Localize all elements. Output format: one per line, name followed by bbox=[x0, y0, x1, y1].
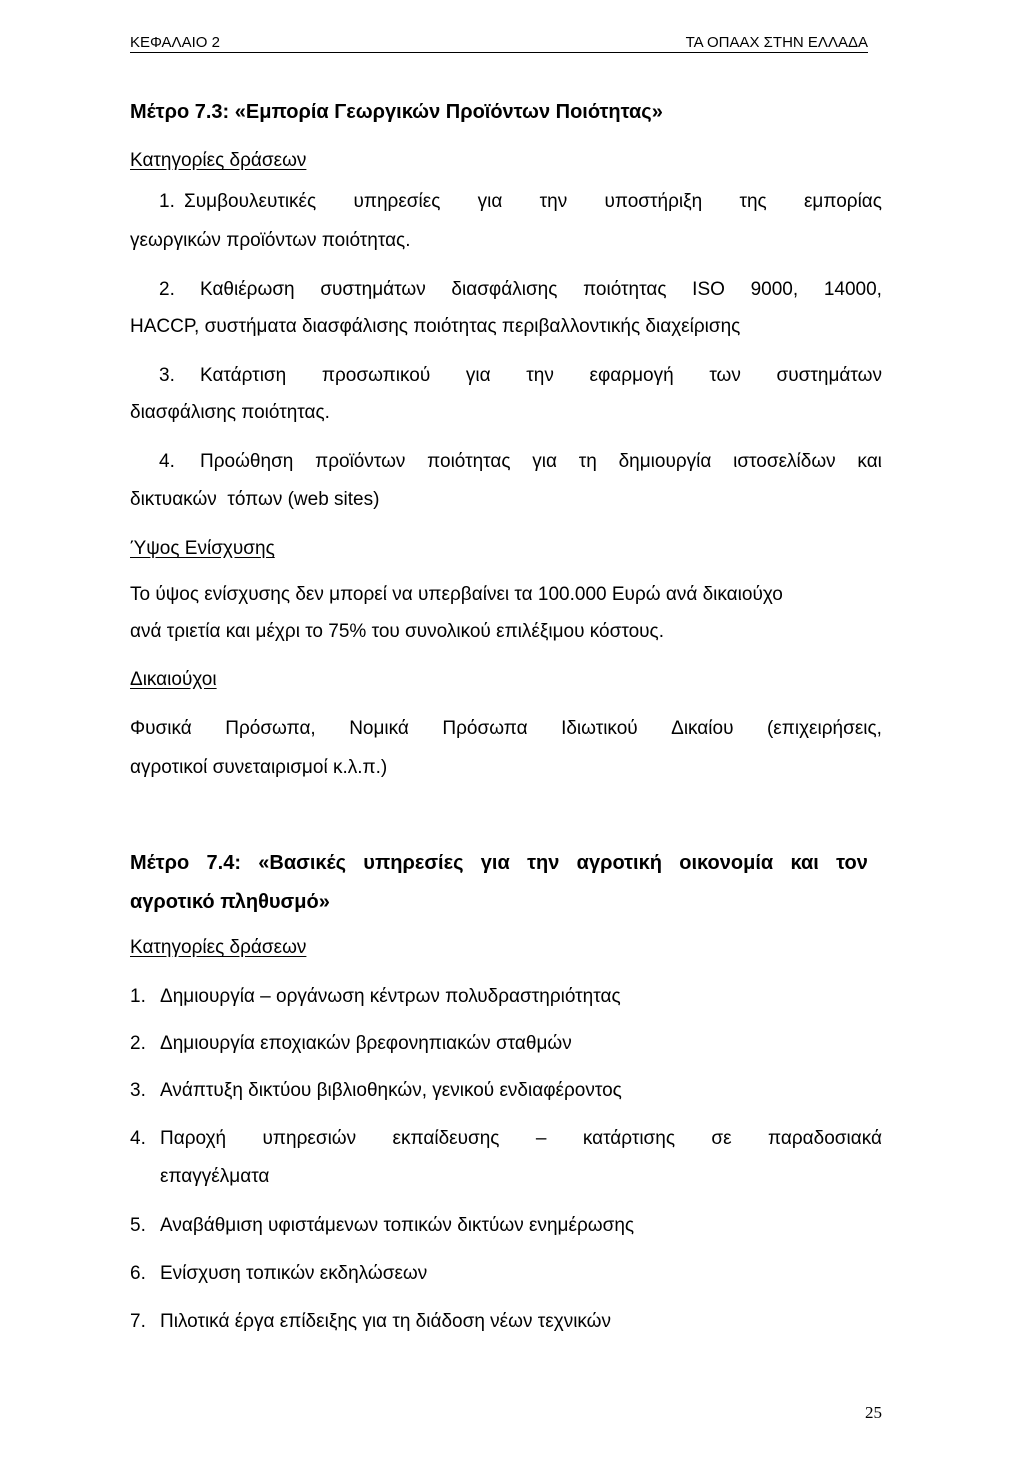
measure-7-4-title-line1: Μέτρο 7.4: «Βασικές υπηρεσίες για την αγροτική οικονομία και τον bbox=[130, 852, 868, 874]
measure-7-4-title-line2: αγροτικό πληθυσμό» bbox=[130, 891, 330, 913]
support-heading: Ύψος Ενίσχυσης bbox=[130, 538, 275, 559]
m73-item-1-line2: γεωργικών προϊόντων ποιότητας. bbox=[130, 230, 411, 251]
measure-7-4-categories-heading: Κατηγορίες δράσεων bbox=[130, 937, 307, 958]
m74-item-7-text: Πιλοτικά έργα επίδειξης για τη διάδοση νέων τεχνικών bbox=[160, 1311, 612, 1332]
m74-item-5-text: Αναβάθμιση υφιστάμενων τοπικών δικτύων ενημέρωσης bbox=[160, 1215, 635, 1236]
m73-item-3-line1: Κατάρτιση προσωπικού για την εφαρμογή των συστημάτων bbox=[200, 365, 882, 386]
m73-item-2-line2: HACCP, συστήματα διασφάλισης ποιότητας περιβαλλοντικής διαχείρισης bbox=[130, 316, 741, 337]
support-line-2: ανά τριετία και μέχρι το 75% του συνολικού επιλέξιμου κόστους. bbox=[130, 621, 664, 642]
page-number: 25 bbox=[865, 1403, 882, 1422]
m74-item-6-number: 6. bbox=[130, 1263, 146, 1284]
m74-item-1-number: 1. bbox=[130, 986, 146, 1007]
beneficiaries-line-2: αγροτικοί συνεταιρισμοί κ.λ.π.) bbox=[130, 757, 388, 778]
m74-item-4-number: 4. bbox=[130, 1128, 146, 1149]
m73-item-3-line2: διασφάλισης ποιότητας. bbox=[130, 402, 330, 423]
m74-item-6-text: Ενίσχυση τοπικών εκδηλώσεων bbox=[160, 1263, 428, 1284]
m73-item-2-number: 2. bbox=[159, 279, 175, 300]
m73-item-1-line1: Συμβουλευτικές υπηρεσίες για την υποστήριξη της εμπορίας bbox=[184, 191, 882, 212]
m74-item-2-number: 2. bbox=[130, 1033, 146, 1054]
m73-item-3-number: 3. bbox=[159, 365, 175, 386]
m74-item-7-number: 7. bbox=[130, 1311, 146, 1332]
header-chapter: ΚΕΦΑΛΑΙΟ 2 bbox=[130, 34, 220, 51]
m74-item-1-text: Δημιουργία – οργάνωση κέντρων πολυδραστηριότητας bbox=[160, 986, 621, 1007]
m74-item-5-number: 5. bbox=[130, 1215, 146, 1236]
m74-item-2-text: Δημιουργία εποχιακών βρεφονηπιακών σταθμών bbox=[160, 1033, 572, 1054]
measure-7-3-title: Μέτρο 7.3: «Εμπορία Γεωργικών Προϊόντων Ποιότητας» bbox=[130, 101, 663, 123]
beneficiaries-line-1: Φυσικά Πρόσωπα, Νομικά Πρόσωπα Ιδιωτικού Δικαίου (επιχειρήσεις, bbox=[130, 718, 882, 739]
m73-item-4-number: 4. bbox=[159, 451, 175, 472]
m74-item-3-number: 3. bbox=[130, 1080, 146, 1101]
m74-item-4-line2: επαγγέλματα bbox=[160, 1166, 270, 1187]
m73-item-1-number: 1. bbox=[159, 191, 175, 212]
m73-item-4-line1: Προώθηση προϊόντων ποιότητας για τη δημιουργία ιστοσελίδων και bbox=[200, 451, 882, 472]
header-rule bbox=[130, 52, 868, 53]
measure-7-3-categories-heading: Κατηγορίες δράσεων bbox=[130, 150, 307, 171]
header-title: ΤΑ ΟΠΑΑΧ ΣΤΗΝ ΕΛΛΑΔΑ bbox=[685, 34, 868, 51]
m74-item-3-text: Ανάπτυξη δικτύου βιβλιοθηκών, γενικού ενδιαφέροντος bbox=[160, 1080, 622, 1101]
m73-item-2-line1: Καθιέρωση συστημάτων διασφάλισης ποιότητας ISO 9000, 14000, bbox=[200, 279, 882, 300]
beneficiaries-heading: Δικαιούχοι bbox=[130, 669, 217, 690]
support-line-1: Το ύψος ενίσχυσης δεν μπορεί να υπερβαίνει τα 100.000 Ευρώ ανά δικαιούχο bbox=[130, 584, 783, 605]
m73-item-4-line2: δικτυακών τόπων (web sites) bbox=[130, 489, 380, 510]
m74-item-4-line1: Παροχή υπηρεσιών εκπαίδευσης – κατάρτισης σε παραδοσιακά bbox=[160, 1128, 882, 1149]
